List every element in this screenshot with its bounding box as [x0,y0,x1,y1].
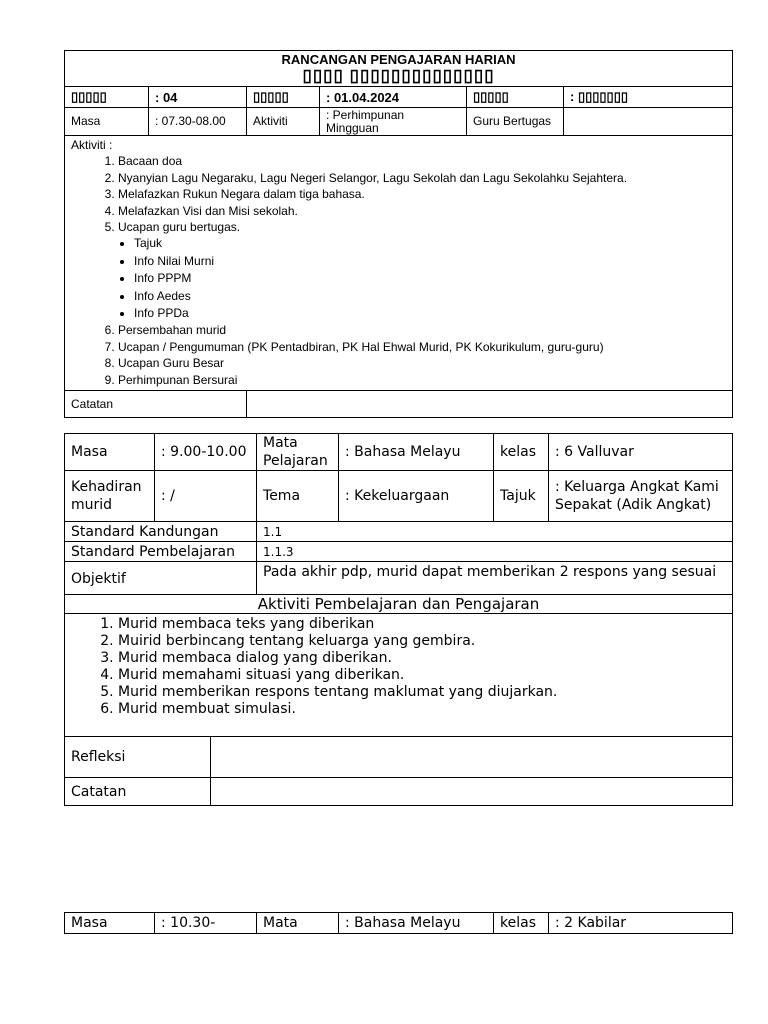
list-item: 8. Ucapan Guru Besar [118,355,726,371]
sub-list-item: • Tajuk [134,235,726,252]
aktiviti-label: Aktiviti [247,108,320,136]
sub-list [77,235,726,322]
list-item [118,219,726,322]
list-item: 4. Murid memahami situasi yang diberikan. [118,667,726,684]
list-item-text: Ucapan guru bertugas. [118,220,241,235]
list-item: 7. Ucapan / Pengumuman (PK Pentadbiran, PK Hal Ehwal Murid, PK Kokurikulum, guru-guru) [118,339,726,355]
title-cell [65,51,733,87]
mata-pelajaran-label: Mata [257,913,339,934]
week-label: ▯▯▯▯▯ [65,87,149,108]
sub-list-item: • Info Nilai Murni [134,253,726,270]
date-value: : 01.04.2024 [320,87,467,108]
masa-value: : 10.30- [155,913,257,934]
catatan-label: Catatan [65,778,211,806]
tajuk-value: : Keluarga Angkat Kami Sepakat (Adik Angkat) [549,471,733,522]
aktiviti-cell [65,614,733,737]
catatan-field[interactable] [211,778,733,806]
week-value: : 04 [149,87,247,108]
day-value: : ▯▯▯▯▯▯▯ [564,87,733,108]
day-label: ▯▯▯▯▯ [467,87,564,108]
list-item: 3. Murid membaca dialog yang diberikan. [118,650,726,667]
page-subtitle: ▯▯▯▯ ▯▯▯▯▯▯▯▯▯▯▯▯▯▯ [302,66,495,85]
catatan-field[interactable] [247,391,733,418]
tajuk-label: Tajuk [494,471,549,522]
refleksi-label: Refleksi [65,737,211,778]
standard-kandungan-label: Standard Kandungan [65,522,257,542]
tema-value: : Kekeluargaan [339,471,494,522]
kelas-value: : 2 Kabilar [549,913,733,934]
kehadiran-label: Kehadiran murid [65,471,155,522]
masa-value: : 9.00-10.00 [155,434,257,471]
standard-pembelajaran-value: 1.1.3 [257,542,733,562]
list-item: 5. Murid memberikan respons tentang maklumat yang diujarkan. [118,684,726,701]
mata-pelajaran-value: : Bahasa Melayu [339,913,494,934]
masa-label: Masa [65,913,155,934]
assembly-table [64,50,733,418]
sub-list-item: • Info PPPM [134,270,726,287]
refleksi-field[interactable] [211,737,733,778]
kelas-value: : 6 Valluvar [549,434,733,471]
list-item: 6. Murid membuat simulasi. [118,701,726,718]
list-item: 2. Nyanyian Lagu Negaraku, Lagu Negeri Selangor, Lagu Sekolah dan Lagu Sekolahku Sejahtera. [118,170,726,186]
mata-pelajaran-value: : Bahasa Melayu [339,434,494,471]
kelas-label: kelas [494,434,549,471]
guru-bertugas-label: Guru Bertugas [467,108,564,136]
aktiviti-list [71,153,726,322]
masa-label: Masa [65,108,149,136]
sub-list-item: • Info PPDa [134,305,726,322]
page-title: RANCANGAN PENGAJARAN HARIAN [281,52,516,67]
list-item: 6. Persembahan murid [118,322,726,338]
standard-pembelajaran-label: Standard Pembelajaran [65,542,257,562]
aktiviti-list-cont [71,322,726,388]
masa-label: Masa [65,434,155,471]
aktiviti-heading: Aktiviti Pembelajaran dan Pengajaran [65,595,733,614]
kehadiran-value[interactable]: : / [155,471,257,522]
masa-value: : 07.30-08.00 [149,108,247,136]
lesson-table-2 [64,912,733,934]
standard-kandungan-value: 1.1 [257,522,733,542]
aktiviti-cell [65,136,733,391]
list-item: 4. Melafazkan Visi dan Misi sekolah. [118,203,726,219]
catatan-label: Catatan [65,391,247,418]
sub-list-item: • Info Aedes [134,288,726,305]
lesson-table-1 [64,433,733,806]
aktiviti-value: : Perhimpunan Mingguan [320,108,467,136]
list-item: 2. Muirid berbincang tentang keluarga yang gembira. [118,633,726,650]
kelas-label: kelas [494,913,549,934]
aktiviti-list [71,616,726,718]
objektif-value: Pada akhir pdp, murid dapat memberikan 2 respons yang sesuai [257,562,733,595]
guru-bertugas-value [564,108,733,136]
list-item: 3. Melafazkan Rukun Negara dalam tiga bahasa. [118,186,726,202]
list-item: 1. Bacaan doa [118,153,726,169]
mata-pelajaran-label: Mata Pelajaran [257,434,339,471]
tema-label: Tema [257,471,339,522]
date-label: ▯▯▯▯▯ [247,87,320,108]
objektif-label: Objektif [65,562,257,595]
list-item: 9. Perhimpunan Bersurai [118,372,726,388]
aktiviti-heading: Aktiviti : [71,138,113,152]
list-item: 1. Murid membaca teks yang diberikan [118,616,726,633]
